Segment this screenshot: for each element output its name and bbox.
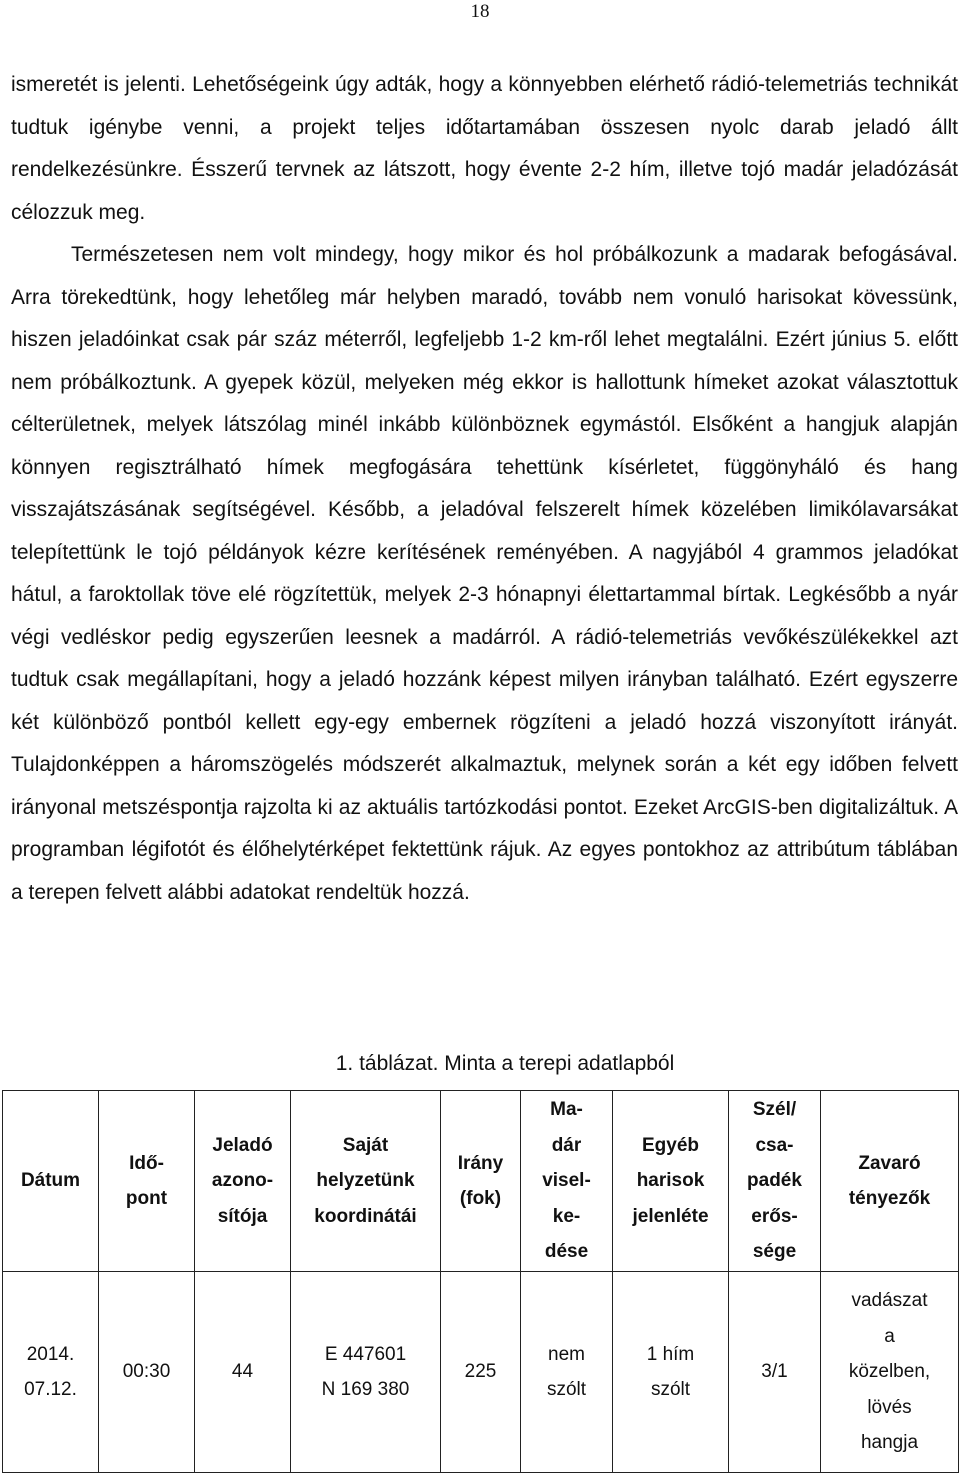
header-own-coordinates: Saját helyzetünk koordinátái — [291, 1091, 441, 1272]
cell-own-coordinates: E 447601 N 169 380 — [291, 1272, 441, 1473]
cell-time: 00:30 — [99, 1272, 195, 1473]
header-wind-precipitation: Szél/ csa- padék erős- sége — [729, 1091, 821, 1272]
table-row — [3, 1272, 959, 1473]
cell-disturbance: vadászat a közelben, lövés hangja — [821, 1272, 959, 1473]
header-disturbance: Zavaró tényezők — [821, 1091, 959, 1272]
table-header-row — [3, 1091, 959, 1272]
cell-bird-behaviour: nem szólt — [521, 1272, 613, 1473]
paragraph-1: ismeretét is jelenti. Lehetőségeink úgy adták, hogy a könnyebben elérhető rádió-telemetriás technikát tudtuk igénybe venni, a projekt teljes időtartamában összesen nyolc darab jeladó állt rendelkezésünkre. Ésszerű tervnek az látszott, hogy évente 2-2 hím, illetve tojó madár jeladózását célozzuk meg. — [11, 73, 958, 224]
cell-transmitter-id: 44 — [195, 1272, 291, 1473]
header-direction: Irány (fok) — [441, 1091, 521, 1272]
field-data-table — [2, 1090, 959, 1473]
cell-date: 2014. 07.12. — [3, 1272, 99, 1473]
table-caption: 1. táblázat. Minta a terepi adatlapból — [335, 1052, 675, 1075]
cell-direction: 225 — [441, 1272, 521, 1473]
header-bird-behaviour: Ma- dár visel- ke- dése — [521, 1091, 613, 1272]
cell-wind-precipitation: 3/1 — [729, 1272, 821, 1473]
header-date: Dátum — [3, 1091, 99, 1272]
paragraph-2: Természetesen nem volt mindegy, hogy mikor és hol próbálkozunk a madarak befogásával. Arra törekedtünk, hogy lehetőleg már helyben maradó, tovább nem vonuló harisokat kövessünk, hiszen jeladóinkat csak pár száz méterről, legfeljebb 1-2 km-ről lehet megtalálni. Ezért június 5. előtt nem próbálkoztunk. A gyepek közül, melyeken még ekkor is hallottunk hímeket azokat választottuk célterületnek, melyek látszólag minél inkább különböznek egymástól. Elsőként a hangjuk alapján könnyen regisztrálható hímek megfogására tehettünk kísérletet, függönyháló és hang visszajátszásának segítségével. Később, a jeladóval felszerelt hímek közelében limikólavarsákat telepítettünk le tojó példányok kézre kerítésének reményében. A nagyjából 4 grammos jeladókat hátul, a faroktollak töve elé rögzítettük, melyek 2-3 hónapnyi élettartammal bírtak. Legkésőbb a nyár végi vedléskor pedig egyszerűen leesnek a madárról. A rádió-telemetriás vevőkészülékekkel azt tudtuk csak megállapítani, hogy a jeladó hozzánk képest milyen irányban található. Ezért egyszerre két különböző pontból kellett egy-egy embernek rögzíteni a jeladó hozzá viszonyított irányát. Tulajdonképpen a háromszögelés módszerét alkalmaztuk, melynek során a két egy időben felvett irányonal metszéspontja rajzolta ki az aktuális tartózkodási pontot. Ezeket ArcGIS-ben digitalizáltuk. A programban légifotót és élőhelytérképet fektettünk rájuk. Az egyes pontokhoz az attribútum táblában a terepen felvett alábbi adatokat rendeltük hozzá. — [11, 243, 958, 904]
cell-other-corncrakes: 1 hím szólt — [613, 1272, 729, 1473]
body-text — [11, 64, 958, 914]
header-transmitter-id: Jeladó azono- sítója — [195, 1091, 291, 1272]
page-number: 18 — [470, 1, 490, 22]
header-time: Idő- pont — [99, 1091, 195, 1272]
header-other-corncrakes: Egyéb harisok jelenléte — [613, 1091, 729, 1272]
